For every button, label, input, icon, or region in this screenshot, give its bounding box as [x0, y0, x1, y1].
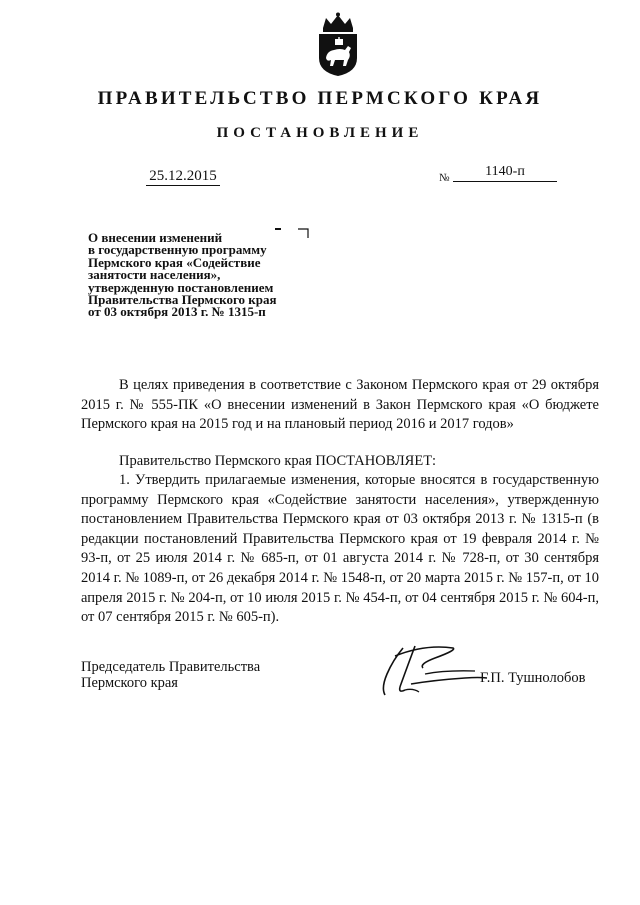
signer-name: Г.П. Тушнолобов — [480, 670, 586, 686]
government-title: ПРАВИТЕЛЬСТВО ПЕРМСКОГО КРАЯ — [97, 88, 543, 109]
signer-position — [81, 659, 260, 691]
number-label: № — [439, 172, 450, 184]
document-subject — [88, 232, 318, 319]
document-number: 1140-п — [453, 163, 557, 182]
body-paragraph-resolves: Правительство Пермского края ПОСТАНОВЛЯЕТ: — [119, 453, 437, 469]
signer-position-line: Председатель Правительства — [81, 659, 261, 675]
subject-line: Правительства Пермского края — [88, 292, 277, 308]
signer-position-line: Пермского края — [81, 675, 178, 691]
subject-line: утвержденную постановлением — [88, 279, 274, 295]
subject-line: от 03 октября 2013 г. № 1315-п — [88, 304, 266, 320]
document-date: 25.12.2015 — [146, 168, 220, 186]
handwritten-signature-icon — [375, 640, 490, 700]
document-type: ПОСТАНОВЛЕНИЕ — [216, 125, 424, 141]
corner-tick-mark — [275, 228, 281, 230]
coat-of-arms-icon — [315, 12, 361, 78]
subject-line: в государственную программу — [88, 242, 267, 258]
body-paragraph-preamble: В целях приведения в соответствие с Законом Пермского края от 29 октября 2015 г. № 555-ПК «О внесении изменений в Закон Пермского края «О бюджете Пермского края на 2015 год и на плановый период 2016 и 2017 годов» — [81, 377, 599, 433]
subject-line: О внесении изменений — [88, 230, 223, 245]
subject-line: Пермского края «Содействие — [88, 254, 261, 270]
body-paragraph-item-1: 1. Утвердить прилагаемые изменения, которые вносятся в государственную программу Пермского края «Содействие занятости населения», утвержденную постановлением Правительства Пермского края от 03 октября 2013 г. № 1315-п (в редакции постановлений Правительства Пермского края от 19 февраля 2014 г. № 93-п, от 25 июля 2014 г. № 685-п, от 01 августа 2014 г. № 728-п, от 30 сентября 2014 г. № 1089-п, от 26 декабря 2014 г. № 1548-п, от 20 марта 2015 г. № 157-п, от 10 апреля 2015 г. № 204-п, от 10 июля 2015 г. № 454-п, от 04 сентября 2015 г. № 604-п, от 07 сентября 2015 г. № 605-п). — [81, 472, 599, 626]
subject-line: занятости населения», — [88, 267, 221, 283]
